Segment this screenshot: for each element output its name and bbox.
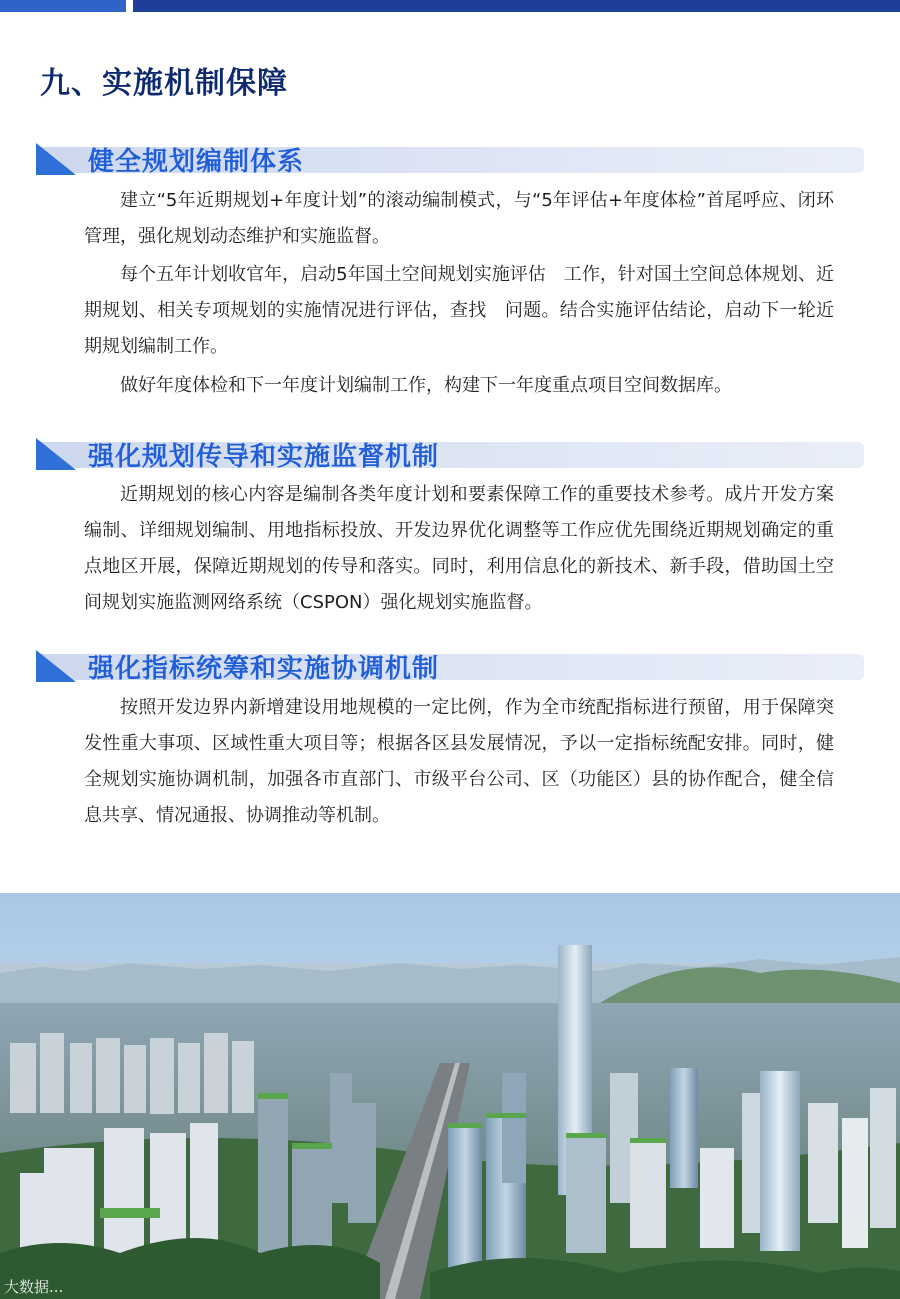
- section-triangle-icon: [36, 650, 76, 682]
- top-bar-right: [133, 0, 900, 12]
- section-heading-label: 强化指标统筹和实施协调机制: [88, 654, 440, 684]
- section-heading-1: [36, 143, 864, 175]
- section-heading-3: [36, 650, 864, 682]
- section-triangle-icon: [36, 143, 76, 175]
- paragraph: 按照开发边界内新增建设用地规模的一定比例，作为全市统配指标进行预留，用于保障突发性重大事项、区域性重大项目等；根据各区县发展情况，予以一定指标统配安排。同时，健全规划实施协调机制，加强各市直部门、市级平台公司、区（功能区）县的协作配合，健全信息共享、情况通报、协调推动等机制。: [84, 697, 834, 826]
- section-triangle-icon: [36, 438, 76, 470]
- chapter-title: 九、实施机制保障: [40, 66, 288, 101]
- section-heading-label: 强化规划传导和实施监督机制: [88, 442, 440, 472]
- paragraph: 建立“5年近期规划+年度计划”的滚动编制模式，与“5年评估+年度体检”首尾呼应、闭环管理，强化规划动态维护和实施监督。: [84, 190, 834, 247]
- photo-watermark: 大数据...: [4, 1278, 64, 1296]
- paragraph: 做好年度体检和下一年度计划编制工作，构建下一年度重点项目空间数据库。: [120, 375, 732, 396]
- paragraph: 近期规划的核心内容是编制各类年度计划和要素保障工作的重要技术参考。成片开发方案编制、详细规划编制、用地指标投放、开发边界优化调整等工作应优先围绕近期规划确定的重点地区开展，保障近期规划的传导和落实。同时，利用信息化的新技术、新手段，借助国土空间规划实施监测网络系统（CSPON）强化规划实施监督。: [84, 484, 834, 613]
- top-bar-left: [0, 0, 126, 12]
- city-skyline-photo: [0, 893, 900, 1299]
- section-heading-label: 健全规划编制体系: [88, 147, 305, 177]
- paragraph: 每个五年计划收官年，启动5年国土空间规划实施评估 工作，针对国土空间总体规划、近期规划、相关专项规划的实施情况进行评估，查找 问题。结合实施评估结论，启动下一轮近期规划编制工作。: [84, 264, 834, 357]
- section-heading-2: [36, 438, 864, 470]
